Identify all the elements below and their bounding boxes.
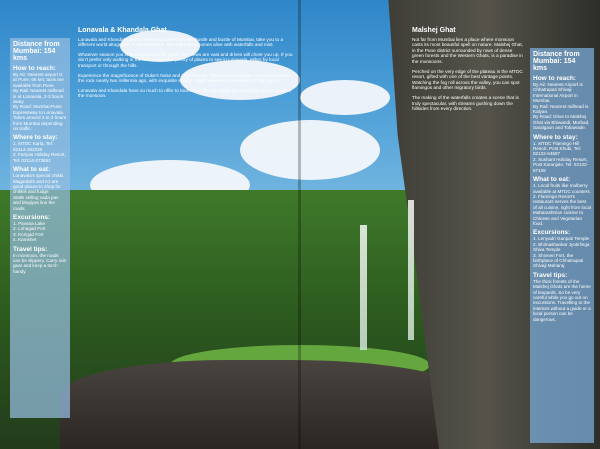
what-to-eat-heading: What to eat: [533,176,571,184]
cloud [300,80,390,115]
how-item: By Rail: Nearest railhead is at Lonavala, 2-3 hours away. [13,88,64,105]
eat-item: Lonavala's special chikki. Maganlal's and A1 are good places to shop for chikkis and fudge. [13,173,65,195]
excursions-heading: Excursions: [533,229,571,237]
how-to-reach-heading: How to reach: [533,75,576,82]
article-title: Malshej Ghat [412,27,456,34]
article-paragraph: The making of the waterfalls creates a scene that is truly spectacular, with streams gushing down the hillsides from every direction. [412,94,519,112]
stay-item: 1. MTDC Flamingo Hill Resort, Post Khubi, Tel: 02132-64587 [533,140,581,157]
excursion-item: 1. Lenyadri Ganpati Temple [533,236,590,242]
right-info-sidebar [530,48,594,443]
excursion-item: 1. Pavana Lake [13,220,45,226]
article-title: Lonavala & Khandala Ghat [78,27,167,34]
excursion-item: 4. Kamshet [13,237,37,243]
lonavala-article [78,28,293,103]
how-item: By Road: Drive to Malshej Ghat via Bhiwandi, Murbad, Saralgaon and Tokawade. [533,114,590,131]
waterfall [408,200,414,340]
excursion-item: 2. Lohagad Fort [13,226,46,232]
eat-item: Stalls selling vada pav and bhajiyas line the roads. [13,194,59,211]
article-paragraph: Not far from Mumbai lies a place where monsoon casts its most beautiful spell on nature. Malshej Ghat, in the Pune district surrounded by rows of dense green forests and the Western Ghats, is a paradise in the monsoons. [412,36,523,64]
article-paragraph: Perched on the very edge of the plateau is the MTDC resort, gifted with one of the best vantage points. Watching the fog roll across the valley, you can spot flamingos and other migratory birds. [412,68,523,91]
article-paragraph: Lonavala and Khandala, just a three hour drive from the bustle and bustle of Mumbai, take you to a different world altogether. In the monsoon, the entire ghat comes alive with waterfalls and mist. [78,36,284,48]
travel-tips-text: In monsoon, the roads can be slippery. Carry rain gear and keep a torch handy. [13,252,67,274]
how-item: By Air: Nearest Airport is Chhatrapati Shivaji International Airport in Mumbai. [533,82,583,104]
travel-tips-heading: Travel tips: [13,245,48,253]
where-to-stay-heading: Where to stay: [533,133,578,141]
malshej-article [412,28,524,116]
article-paragraph: Whatever season you choose to reach this place, the views are vast and drives will cheer you up. If you don't prefer only walking in the hotel, there are plenty of places to see in Lonavala, either by local transport or through the hills. [78,51,293,68]
excursions-heading: Excursions: [13,213,51,221]
how-item: By Road: Mumbai-Pune Expressway to Lonavala. Takes around 2 to 3 hours from Mumbai depending on traffic. [13,104,67,132]
left-info-sidebar [10,38,70,418]
distance-title: Distance from Mumbai: 154 kms [533,51,580,72]
eat-item: 1. Local fruits like mulberry available at MTDC counters. [533,183,591,194]
stay-item: 2. Fariyas Holiday Resort, Tel: 02114-273852 [13,152,66,163]
article-paragraph: Lonavala and Khandala have so much to offer to tourists as the two ghats are wonderful picnic spots in the monsoon. [78,87,292,99]
excursion-item: 3. Korigad Fort [13,231,44,237]
how-to-reach-heading: How to reach: [13,65,56,72]
waterfall [360,225,367,350]
distance-title: Distance from Mumbai: 154 kms [13,41,60,62]
excursion-item: 3. Shivneri Fort, the birthplace of Chhatrapati Shivaji Maharaj [533,252,584,269]
how-item: By Air: Nearest airport is at Pune, 66 km; taxis are available from Pune. [13,72,64,88]
what-to-eat-heading: What to eat: [13,166,51,174]
stay-item: 1. MTDC Karla, Tel: 02114-282230 [13,141,53,152]
excursion-item: 2. Bhimashankar Jyotirlinga Shiva Temple [533,241,590,253]
article-paragraph: Experience the magnificence of Duke's Nose and Tiger's Leap. The Karla and Bhaja caves carved into the rock nearly two millennia ago, with exquisite stupas, stand witness to the history of the region. [78,72,290,84]
stay-item: 2. Sushant Holiday Resort, Post Karanjale, Tel: 02132-67108 [533,156,589,173]
travel-tips-text: The thick forests of the Malshej Ghats are the home of leopards. So be very careful while you go out on excursions. Travelling to the interiors without a guide or a local person can be dangerous. [533,278,591,322]
rocky-foreground [60,360,480,449]
eat-item: 2. Flamingo Resort's restaurant serves the best of all cuisine, right from local Maharashtrian cuisine to Chinese and Vegetarian food. [533,193,591,226]
where-to-stay-heading: Where to stay: [13,134,58,142]
how-item: By Rail: Nearest railhead is Kalyan. [533,103,589,115]
cloud [240,120,380,180]
travel-tips-heading: Travel tips: [533,271,568,279]
page-fold [298,0,301,449]
